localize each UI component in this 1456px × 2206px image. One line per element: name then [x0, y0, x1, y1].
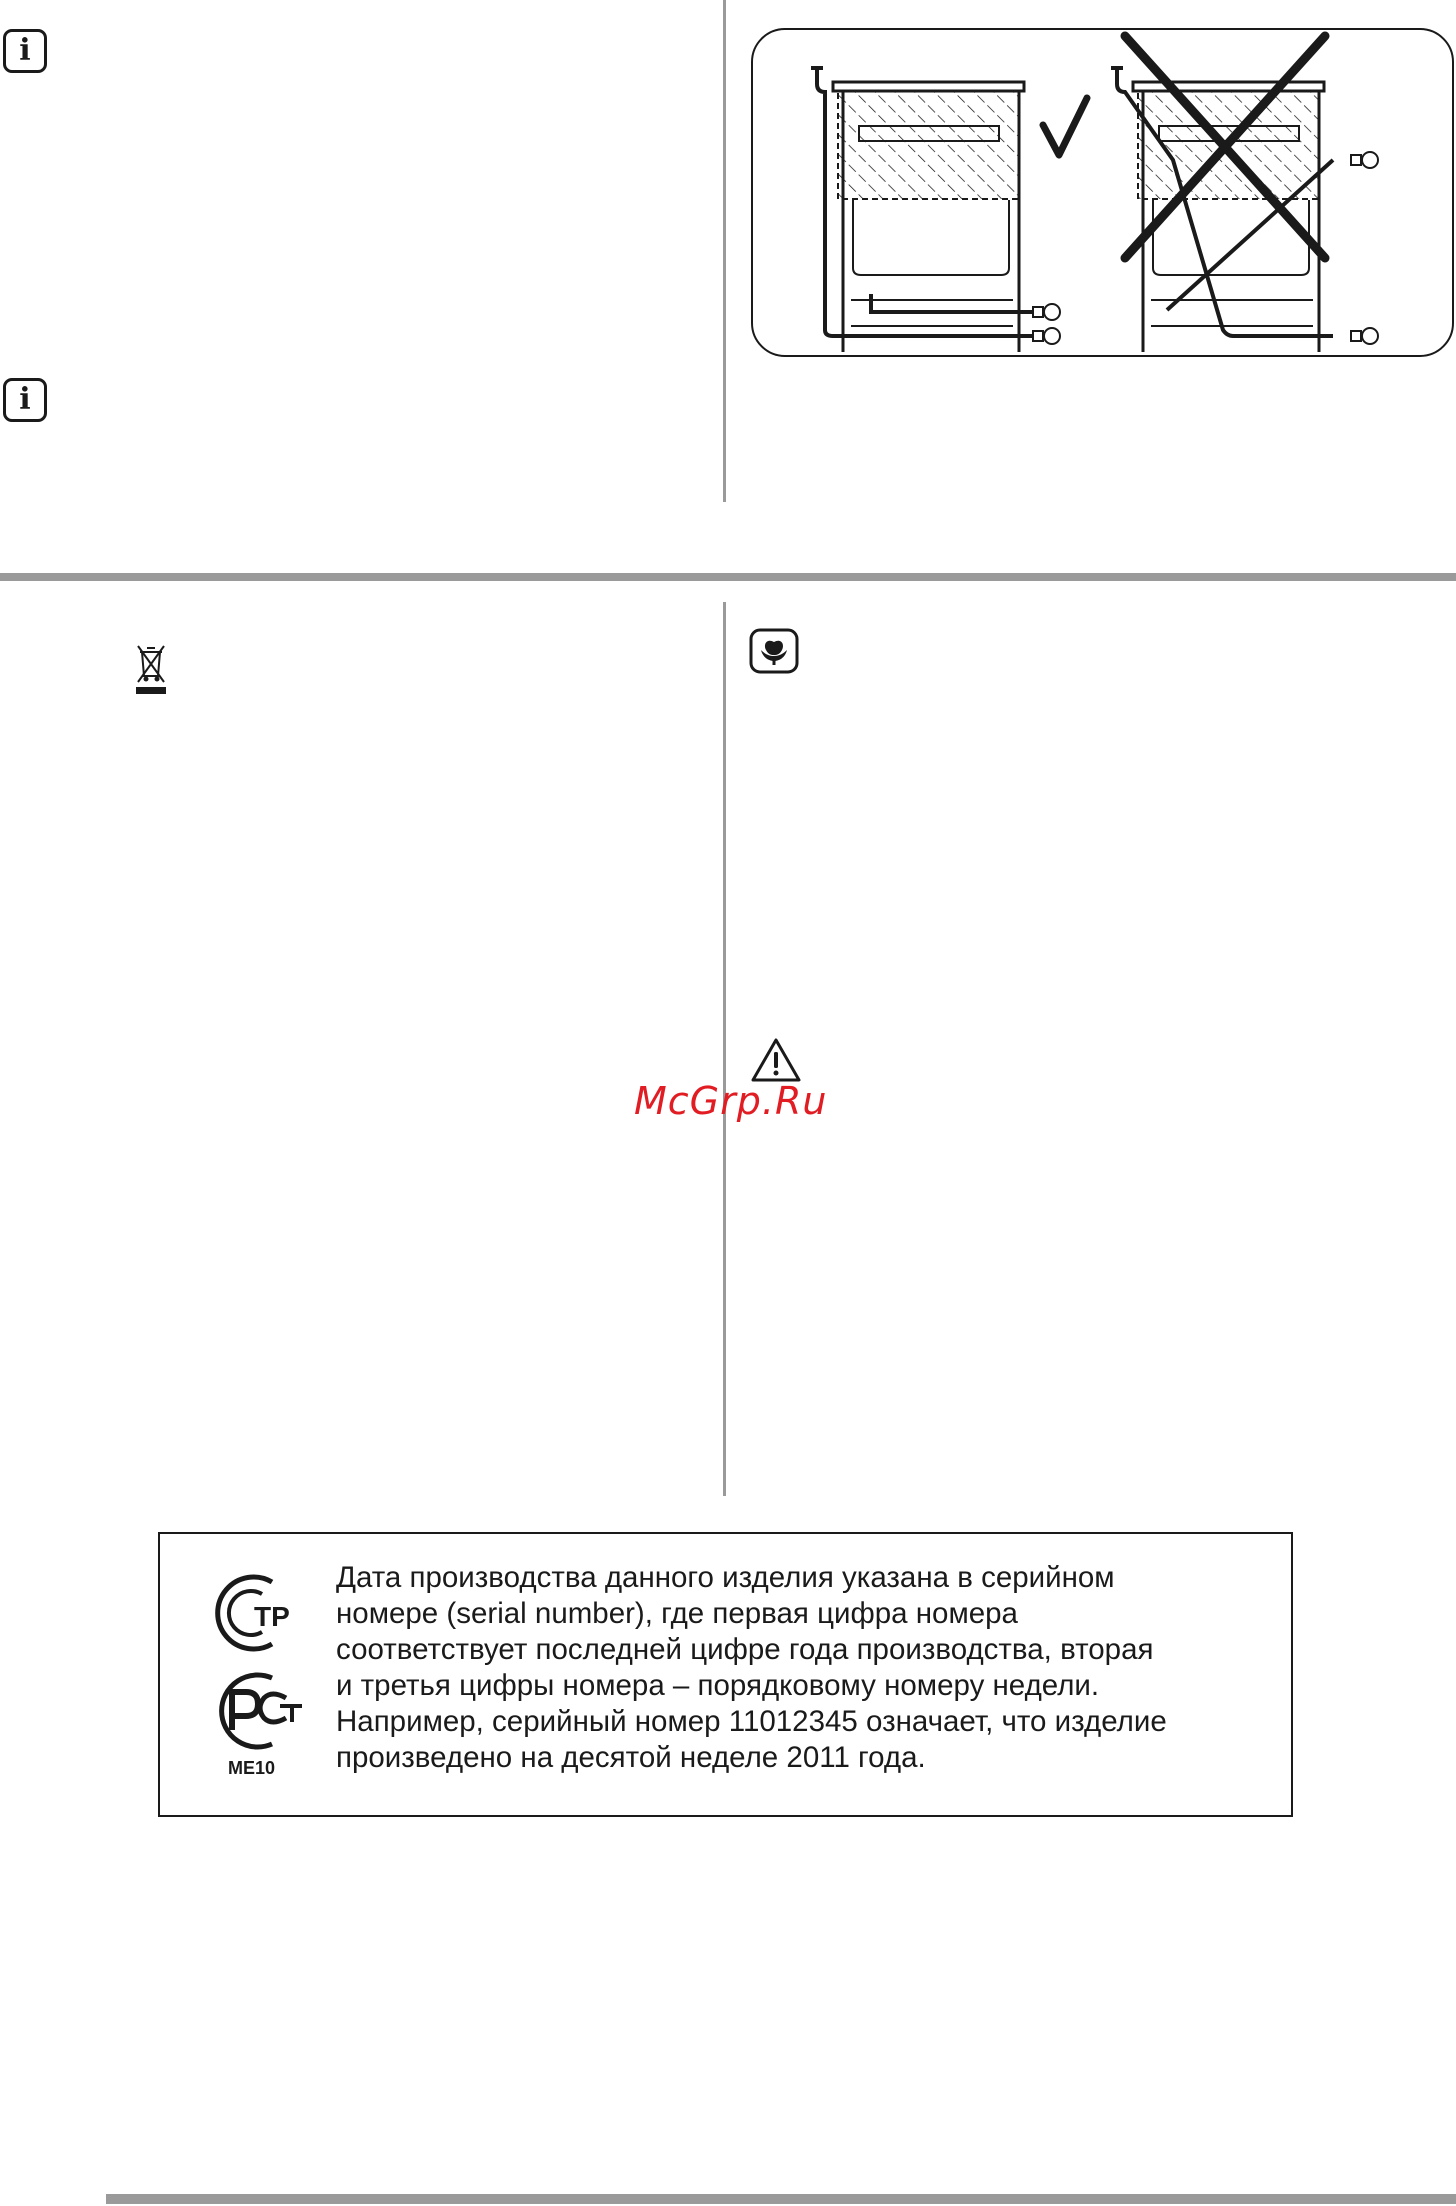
certification-text-line: Дата производства данного изделия указана в серийном: [336, 1561, 1115, 1594]
info-icon: i: [3, 378, 47, 422]
rst-certification-mark-icon: [202, 1668, 306, 1754]
installation-diagram-svg: [753, 30, 1456, 359]
flower-icon: [749, 628, 799, 674]
installation-diagram: [751, 28, 1454, 357]
certification-code: ME10: [228, 1758, 276, 1778]
certification-text-line: соответствует последней цифре года производства, вторая: [336, 1633, 1154, 1666]
certification-text-line: номере (serial number), где первая цифра номера: [336, 1597, 1018, 1630]
info-icon: i: [3, 29, 47, 73]
crossed-bin-icon: [134, 644, 168, 696]
section-separator: [0, 573, 1456, 581]
incorrect-installation: [1111, 36, 1378, 352]
warning-triangle-icon: [750, 1036, 802, 1084]
watermark: McGrp.Ru: [634, 1079, 828, 1123]
correct-installation: [811, 68, 1087, 352]
footer-rule: [106, 2194, 1456, 2204]
check-mark-icon: [1043, 98, 1087, 155]
svg-text:ТР: ТР: [254, 1601, 290, 1632]
certification-text-line: Например, серийный номер 11012345 означает, что изделие: [336, 1705, 1167, 1738]
column-divider-top: [723, 0, 726, 502]
certification-text: [336, 1560, 1276, 1776]
certification-text-line: произведено на десятой неделе 2011 года.: [336, 1741, 926, 1774]
column-divider-middle: [723, 602, 726, 1496]
certification-text-line: и третья цифры номера – порядковому номеру недели.: [336, 1669, 1100, 1702]
tr-certification-mark-icon: [202, 1572, 306, 1654]
